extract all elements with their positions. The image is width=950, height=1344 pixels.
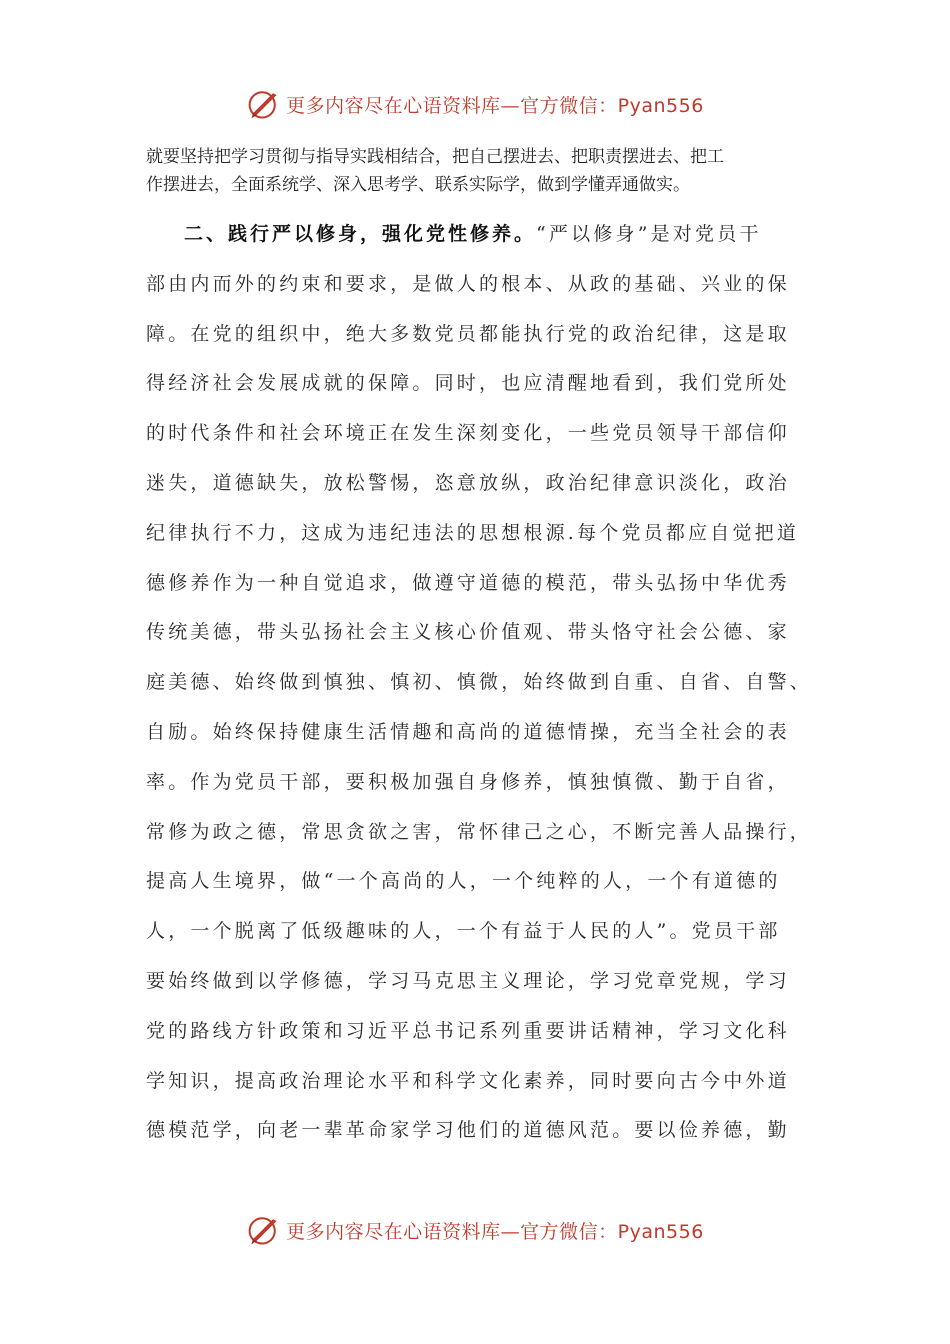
section-paragraph bbox=[146, 214, 826, 1160]
intro-line: 就要坚持把学习贯彻与指导实践相结合，把自己摆进去、把职责摆进去、把工 bbox=[146, 147, 724, 167]
paragraph-line: 自励。始终保持健康生活情趣和高尚的道德情操，充当全社会的表 bbox=[146, 720, 790, 743]
paragraph-line: 纪律执行不力，这成为违纪违法的思想根源.每个党员都应自觉把道 bbox=[146, 521, 800, 544]
pen-circle-logo-icon bbox=[246, 86, 282, 122]
section-first-line-rest: “严以修身”是对党员干 bbox=[536, 223, 762, 245]
banner-dash: — bbox=[500, 94, 521, 117]
paragraph-line: 学知识，提高政治理论水平和科学文化素养，同时要向古今中外道 bbox=[146, 1069, 790, 1092]
paragraph-line: 德模范学，向老一辈革命家学习他们的道德风范。要以俭养德，勤 bbox=[146, 1119, 790, 1142]
paragraph-line: 率。作为党员干部，要积极加强自身修养，慎独慎微、勤于自省， bbox=[146, 770, 790, 793]
footer-banner bbox=[0, 1210, 950, 1250]
section-heading: 二、践行严以修身，强化党性修养。 bbox=[184, 223, 537, 245]
banner-slogan: 更多内容尽在心语资料库 bbox=[286, 1220, 501, 1243]
paragraph-line: 障。在党的组织中，绝大多数党员都能执行党的政治纪律，这是取 bbox=[146, 322, 790, 345]
header-banner bbox=[0, 84, 950, 124]
paragraph-line: 提高人生境界，做“一个高尚的人，一个纯粹的人，一个有道德的 bbox=[146, 870, 781, 893]
intro-line: 作摆进去，全面系统学、深入思考学、联系实际学，做到学懂弄通做实。 bbox=[146, 175, 690, 195]
paragraph-line: 人，一个脱离了低级趣味的人，一个有益于人民的人”。党员干部 bbox=[146, 920, 781, 943]
pen-circle-logo-icon bbox=[246, 1212, 282, 1248]
paragraph-line: 的时代条件和社会环境正在发生深刻变化，一些党员领导干部信仰 bbox=[146, 422, 790, 445]
intro-paragraph bbox=[146, 143, 816, 199]
banner-text bbox=[286, 1217, 704, 1244]
paragraph-line: 德修养作为一种自觉追求，做遵守道德的模范，带头弘扬中华优秀 bbox=[146, 571, 790, 594]
banner-slogan: 更多内容尽在心语资料库 bbox=[286, 94, 501, 117]
banner-contact: 官方微信：Pyan556 bbox=[520, 1220, 704, 1243]
banner-text bbox=[286, 91, 704, 118]
paragraph-line: 要始终做到以学修德，学习马克思主义理论，学习党章党规，学习 bbox=[146, 969, 790, 992]
paragraph-line: 迷失，道德缺失，放松警惕，恣意放纵，政治纪律意识淡化，政治 bbox=[146, 471, 790, 494]
banner-contact: 官方微信：Pyan556 bbox=[520, 94, 704, 117]
banner-dash: — bbox=[500, 1220, 521, 1243]
section-first-line bbox=[146, 214, 826, 264]
paragraph-line: 部由内而外的约束和要求，是做人的根本、从政的基础、兴业的保 bbox=[146, 272, 790, 295]
paragraph-line: 传统美德，带头弘扬社会主义核心价值观、带头恪守社会公德、家 bbox=[146, 621, 790, 644]
paragraph-line: 常修为政之德，常思贪欲之害，常怀律己之心，不断完善人品操行， bbox=[146, 820, 813, 843]
paragraph-line: 庭美德、始终做到慎独、慎初、慎微，始终做到自重、自省、自警、 bbox=[146, 671, 813, 694]
paragraph-line: 党的路线方针政策和习近平总书记系列重要讲话精神，学习文化科 bbox=[146, 1019, 790, 1042]
paragraph-line: 得经济社会发展成就的保障。同时，也应清醒地看到，我们党所处 bbox=[146, 372, 790, 395]
